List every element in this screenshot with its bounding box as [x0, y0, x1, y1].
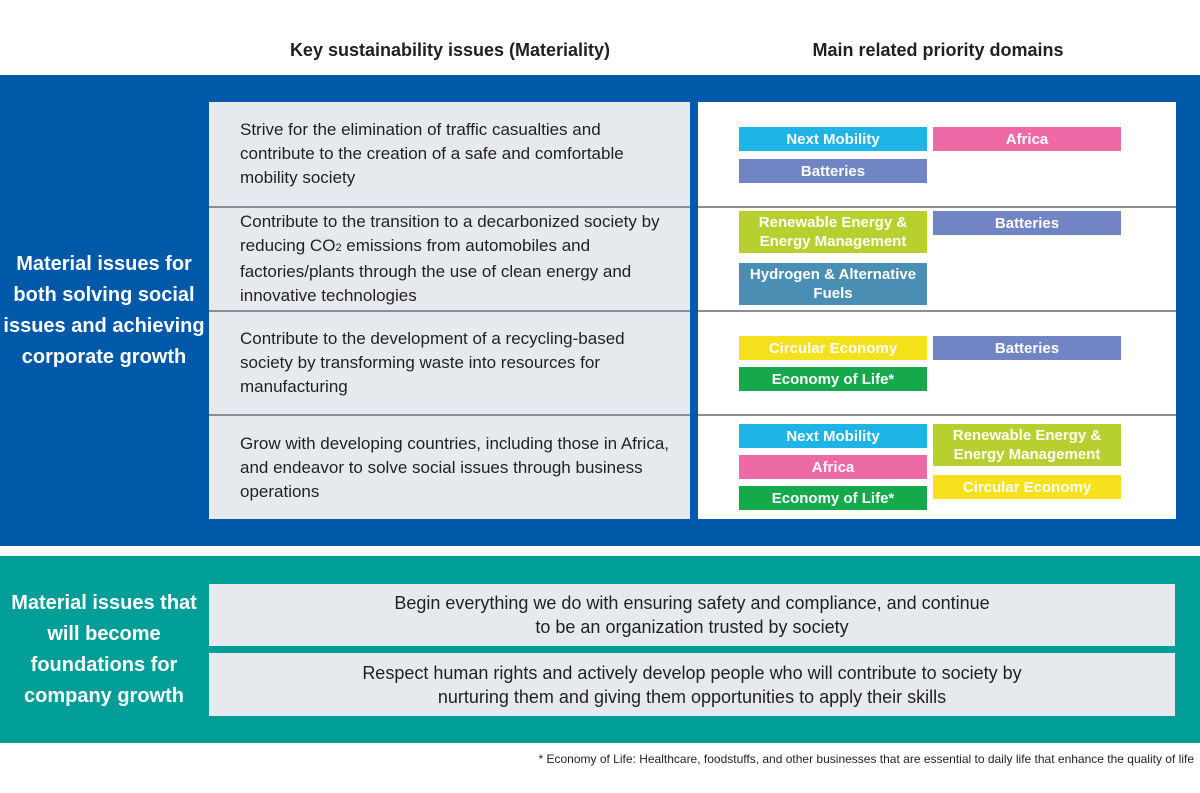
tag-batteries: Batteries — [933, 336, 1121, 360]
tag-next-mobility: Next Mobility — [739, 424, 927, 448]
tag-africa: Africa — [933, 127, 1121, 151]
foundation-issue-2-text: Respect human rights and actively develop people who will contribute to society by nurturing them and giving them opportunities to apply their skills — [362, 662, 1022, 707]
issue-4: Grow with developing countries, including those in Africa, and endeavor to solve social issues through business operations — [240, 433, 670, 501]
row-divider — [698, 310, 1176, 312]
tag-africa: Africa — [739, 455, 927, 479]
issue-1: Strive for the elimination of traffic casualties and contribute to the creation of a safe and comfortable mobility society — [240, 120, 624, 187]
tag-renewable-energy: Renewable Energy & Energy Management — [739, 211, 927, 253]
issues-column-header: Key sustainability issues (Materiality) — [289, 40, 611, 60]
tag-batteries: Batteries — [739, 159, 927, 183]
issue-2-text-b: emissions from automobiles and factories/plants through the use of clean energy and innovative technologies — [240, 236, 632, 305]
issue-3: Contribute to the development of a recycling-based society by transforming waste into resources for manufacturing — [240, 329, 625, 396]
foundation-issue-2 — [209, 653, 1175, 716]
tag-economy-of-life: Economy of Life* — [739, 486, 927, 510]
footnote: * Economy of Life: Healthcare, foodstuffs, and other businesses that are essential to daily life that enhance the quality of life — [538, 752, 1194, 766]
tag-circular-economy: Circular Economy — [739, 336, 927, 360]
growth-issues-label: Material issues for both solving social issues and achieving corporate growth — [3, 252, 205, 368]
tag-renewable-energy: Renewable Energy & Energy Management — [933, 424, 1121, 466]
row-divider — [698, 206, 1176, 208]
tag-batteries: Batteries — [933, 211, 1121, 235]
domains-column-header: Main related priority domains — [812, 40, 1064, 60]
row-divider — [698, 414, 1176, 416]
tag-circular-economy: Circular Economy — [933, 475, 1121, 499]
issue-2 — [209, 208, 690, 310]
issues-panel — [209, 102, 690, 519]
foundation-issue-1 — [209, 584, 1175, 646]
tag-next-mobility: Next Mobility — [739, 127, 927, 151]
tag-hydrogen: Hydrogen & Alternative Fuels — [739, 263, 927, 305]
tag-economy-of-life: Economy of Life* — [739, 367, 927, 391]
issue-2-text-a: Contribute to the transition to a decarbonized society by reducing CO — [240, 212, 660, 255]
foundation-issues-label: Material issues that will become foundations for company growth — [11, 591, 197, 707]
issue-2-subscript: 2 — [335, 242, 342, 254]
foundation-issue-1-text: Begin everything we do with ensuring safety and compliance, and continue to be an organization trusted by society — [394, 593, 990, 637]
domains-panel — [698, 102, 1176, 519]
